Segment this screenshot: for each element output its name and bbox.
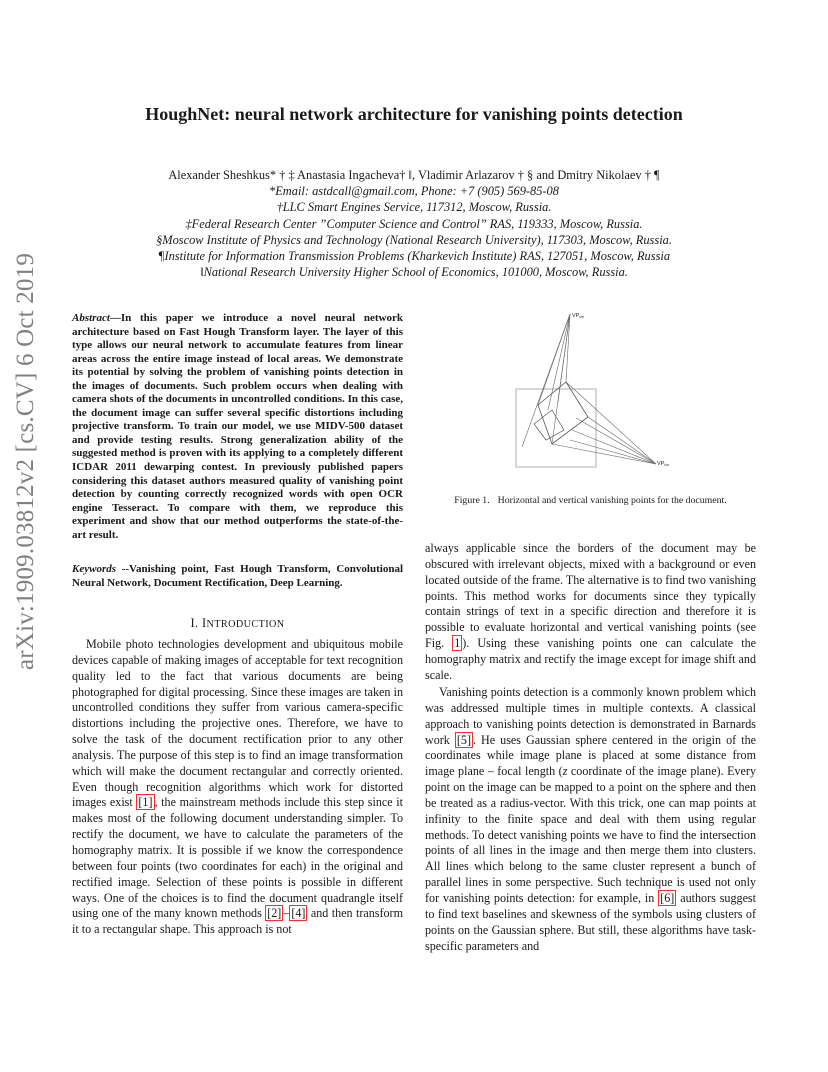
affiliation-5: ‖National Research University Higher School of Economics, 101000, Moscow, Russia. bbox=[200, 265, 628, 280]
intro-paragraph-left: Mobile photo technologies development and ubiquitous mobile devices capable of making images of acceptable for text recognition quality led to the fact that various documents are being photographed for digital processing. Since these images are taken in uncontrolled conditions they suffer from various camera-specific distortions including the projective ones. Therefore, we have to solve the task of the document rectification prior to any other analysis. The purpose of this step is to find an image transformation which will make the document rectangular and correctly oriented. Even though recognition algorithms which work for distorted images exist [1] , the mainstream methods include this step since it makes most of the following document understanding simpler. To rectify the document, we have to calculate the parameters of the homography matrix. It is possible if we know the correspondence between four points (two coordinates for each) in the original and rectified image. Selection of these points is possible in different ways. One of the choices is to find the document quadrangle itself using one of the many known methods [2] – [4] and then transform it to a rectangular shape. This approach is not bbox=[72, 637, 403, 937]
affiliation-4: ¶Institute for Information Transmission Problems (Kharkevich Institute) RAS, 127051, Moscow, Russia bbox=[157, 249, 671, 264]
figure-label: Figure 1. bbox=[454, 495, 490, 506]
citation-link[interactable]: [1] bbox=[138, 795, 153, 810]
abstract-heading: Abstract bbox=[72, 312, 110, 324]
vp-horizontal-label: VPhor bbox=[657, 461, 670, 467]
affiliation-3: §Moscow Institute of Physics and Technology (National Research University), 117303, Moscow, Russia. bbox=[156, 232, 672, 247]
figure-caption bbox=[425, 495, 756, 506]
intro-paragraph-right-2: Vanishing points detection is a commonly known problem which was addressed multiple times in multiple contexts. A classical approach to vanishing points detection is demonstrated in Barnards work [5] . He uses Gaussian sphere centered in the origin of the coordinates while image plane is placed at some distance from image plane – focal length (z coordinate of the image plane). Every point on the image can be mapped to a point on the sphere and then be treated as a radius-vector. With this trick, one can map points at infinity to the finite space and deal with them using regular methods. To detect vanishing points we have to find the intersection points of all lines in the image and then merge them into clusters. All lines which belong to the same cluster represent a bunch of parallel lines in some perspective. Such technique is used not only for vanishing points detection: for example, in [6] authors suggest to find text baselines and skewness of the symbols using clusters of points on the Gaussian sphere. But still, these algorithms have task-specific parameters and bbox=[425, 685, 756, 953]
citation-link[interactable]: [5] bbox=[456, 732, 471, 747]
citation-link[interactable]: [4] bbox=[291, 906, 306, 921]
citation-link[interactable]: [6] bbox=[660, 890, 675, 905]
arxiv-identifier: arXiv:1909.03812v2 [cs.CV] 6 Oct 2019 bbox=[12, 252, 39, 670]
abstract bbox=[72, 312, 403, 542]
affiliation-2: ‡Federal Research Center ”Computer Science and Control” RAS, 119333, Moscow, Russia. bbox=[185, 216, 643, 231]
abstract-text: —In this paper we introduce a novel neural network architecture based on Fast Hough Transform layer. The layer of this type allows our neural network to accumulate features from linear areas across the entire image instead of local areas. We demonstrate its potential by solving the problem of vanishing points detection in the images of documents. Such problem occurs when dealing with camera shots of the documents in uncontrolled conditions. In this case, the document image can suffer several specific distortions including projective transform. To train our model, we use MIDV-500 dataset and provide testing results. Strong generalization ability of the suggested method is proven with its applying to a completely different ICDAR 2011 dewarping contest. In previously published papers considering this dataset authors measured quality of vanishing point detection by counting correctly recognized words with open OCR engine Tesseract. To compare with them, we reproduce this experiment and show that our method outperforms the state-of-the-art result. bbox=[72, 312, 403, 541]
author-block bbox=[0, 167, 828, 280]
intro-paragraph-right-1: always applicable since the borders of the document may be obscured with irrelevant objects, mixed with a background or even located outside of the frame. The alternative is to find two vanishing points. This method works for documents since they typically contain strings of text in a specific direction and therefore it is possible to evaluate horizontal and vertical vanishing points (see Fig. 1 ). Using these vanishing points one can calculate the homography matrix and rectify the image except for image shift and scale. bbox=[425, 541, 756, 682]
caption-text: Horizontal and vertical vanishing points for the document. bbox=[497, 495, 727, 506]
section-heading-introduction: I. INTRODUCTION bbox=[190, 616, 285, 630]
document-quadrangle bbox=[538, 382, 588, 444]
keywords-text: --Vanishing point, Fast Hough Transform, Convolutional Neural Network, Document Rectification, Deep Learning. bbox=[72, 563, 403, 589]
citation-link[interactable]: [2] bbox=[267, 906, 282, 921]
keywords-heading: Keywords bbox=[72, 563, 116, 575]
author-email: *Email: astdcall@gmail.com, Phone: +7 (905) 569-85-08 bbox=[269, 184, 559, 199]
horizontal-vp-lines bbox=[552, 382, 656, 464]
vanishing-points-figure bbox=[508, 302, 688, 482]
image-frame bbox=[516, 389, 596, 467]
vp-vertical-label: VPver bbox=[572, 313, 585, 319]
figure-reference-link[interactable]: 1 bbox=[454, 636, 461, 651]
keywords bbox=[72, 563, 403, 590]
paper-title: HoughNet: neural network architecture for vanishing points detection bbox=[145, 104, 683, 124]
affiliation-1: †LLC Smart Engines Service, 117312, Moscow, Russia. bbox=[276, 200, 552, 215]
author-names: Alexander Sheshkus* † ‡ Anastasia Ingacheva† ‖, Vladimir Arlazarov † § and Dmitry Nikolaev † ¶ bbox=[168, 168, 660, 182]
